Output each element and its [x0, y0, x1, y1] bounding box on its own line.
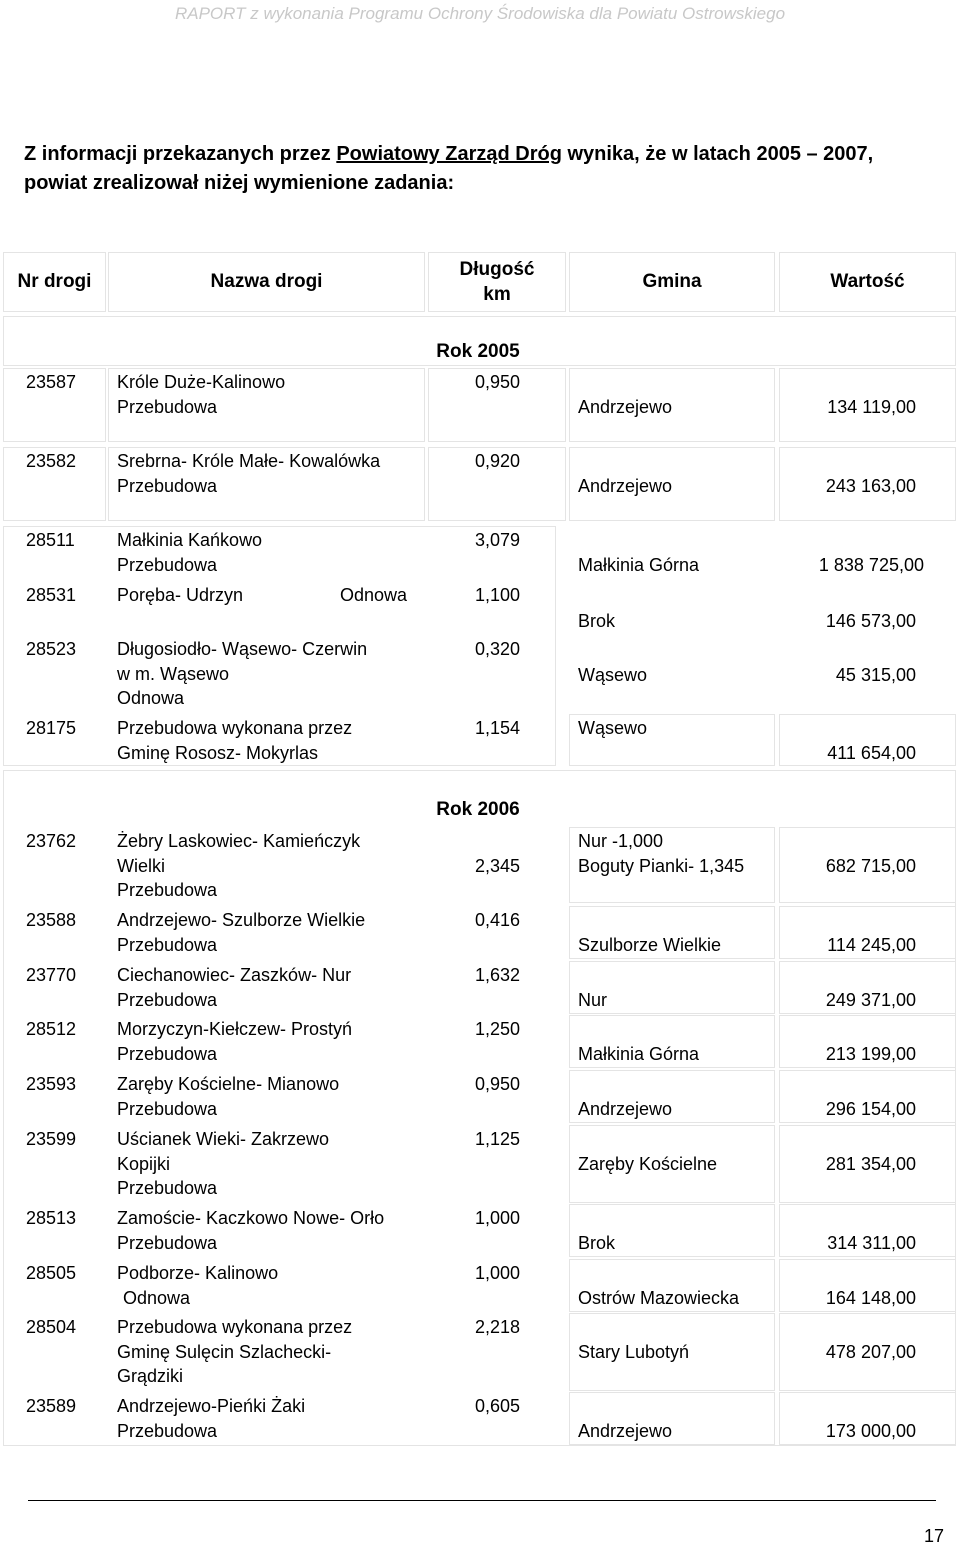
road-name: Przebudowa — [117, 1420, 218, 1441]
road-gmina: Nur — [578, 989, 608, 1010]
road-gmina: Zaręby Kościelne — [578, 1153, 718, 1174]
road-number: 28511 — [26, 530, 75, 550]
road-work-type: Odnowa — [340, 585, 408, 605]
road-value: 314 311,00 — [827, 1232, 916, 1253]
road-value: 45 315,00 — [835, 664, 916, 685]
road-length: 2,345 — [474, 855, 520, 876]
row-cell-wartosc — [779, 1259, 956, 1312]
road-name: Gminę Rososz- Mokyrlas — [117, 742, 319, 763]
road-gmina: Andrzejewo — [578, 396, 673, 417]
road-name: Przebudowa — [117, 1178, 218, 1198]
road-value: 243 163,00 — [825, 475, 916, 496]
road-gmina: Andrzejewo — [578, 475, 673, 496]
road-length: 0,920 — [474, 451, 520, 471]
road-number: 28523 — [26, 639, 77, 659]
road-value: 281 354,00 — [825, 1153, 916, 1174]
road-value: 173 000,00 — [825, 1420, 916, 1441]
road-gmina: Brok — [578, 1232, 616, 1253]
year-2006-label: Rok 2006 — [436, 799, 520, 820]
header-nr: Nr drogi — [17, 271, 92, 292]
intro-text-1: Z informacji przekazanych przez — [24, 143, 337, 165]
road-name: Długosiodło- Wąsewo- Czerwin — [117, 639, 368, 659]
road-value: 1 838 725,00 — [818, 554, 924, 575]
row-cell-wartosc — [779, 827, 956, 903]
row-cell-gmina — [569, 1125, 775, 1203]
row-cell-gmina — [569, 961, 775, 1014]
road-value: 296 154,00 — [825, 1098, 916, 1119]
road-value: 478 207,00 — [825, 1341, 916, 1362]
road-name: Przebudowa — [117, 396, 218, 417]
road-name: Andrzejewo-Pieńki Żaki — [117, 1396, 306, 1416]
road-value: 134 119,00 — [827, 396, 916, 417]
header-gmina: Gmina — [642, 271, 702, 292]
road-length: 0,605 — [474, 1396, 520, 1416]
road-length: 0,950 — [474, 372, 520, 392]
road-name: Morzyczyn-Kiełczew- Prostyń — [117, 1019, 353, 1039]
road-name: w m. Wąsewo — [117, 663, 230, 684]
road-name: Gminę Sulęcin Szlachecki- — [117, 1341, 332, 1362]
row-cell-wartosc — [779, 961, 956, 1014]
road-number: 28505 — [26, 1263, 77, 1283]
road-number: 28512 — [26, 1019, 77, 1039]
road-value: 213 199,00 — [825, 1043, 916, 1064]
road-name: Żebry Laskowiec- Kamieńczyk — [117, 831, 361, 851]
road-name: Odnowa — [123, 1287, 191, 1308]
road-name: Przebudowa — [117, 1232, 218, 1253]
road-length: 0,416 — [474, 910, 520, 930]
road-length: 1,000 — [474, 1263, 520, 1283]
road-length: 1,100 — [474, 585, 520, 605]
road-name: Przebudowa — [117, 1043, 218, 1064]
road-number: 28175 — [26, 718, 77, 738]
road-length: 0,950 — [474, 1074, 520, 1094]
road-number: 23589 — [26, 1396, 77, 1416]
intro-paragraph — [24, 140, 939, 198]
road-value: 146 573,00 — [825, 610, 916, 631]
road-gmina: Wąsewo — [578, 664, 648, 685]
road-name: Uścianek Wieki- Zakrzewo — [117, 1129, 330, 1149]
road-name: Przebudowa wykonana przez — [117, 718, 353, 738]
footer-rule — [28, 1500, 936, 1501]
row-cell-wartosc — [779, 1125, 956, 1203]
year-2005-label: Rok 2005 — [436, 341, 520, 362]
row-cell-wartosc — [779, 906, 956, 959]
road-name: Zamoście- Kaczkowo Nowe- Orło — [117, 1208, 385, 1228]
row-cell-gmina — [569, 1070, 775, 1123]
road-length: 3,079 — [474, 530, 520, 550]
road-gmina: Szulborze Wielkie — [578, 934, 722, 955]
road-length: 1,125 — [474, 1129, 520, 1149]
row-cell-gmina — [569, 1392, 775, 1445]
road-gmina: Małkinia Górna — [578, 554, 700, 575]
road-number: 23762 — [26, 831, 77, 851]
page-header: RAPORT z wykonania Programu Ochrony Środowiska dla Powiatu Ostrowskiego — [174, 4, 786, 23]
road-length: 1,000 — [474, 1208, 520, 1228]
road-number: 28504 — [26, 1317, 77, 1337]
road-gmina: Ostrów Mazowiecka — [578, 1287, 740, 1308]
road-length: 1,250 — [474, 1019, 520, 1039]
row-cell-wartosc — [779, 1015, 956, 1068]
road-value: 114 245,00 — [827, 934, 916, 955]
row-cell-gmina — [569, 827, 775, 903]
road-name: Grądziki — [117, 1366, 184, 1386]
intro-text-2: wynika, że w latach 2005 – 2007, powiat zrealizował niżej wymienione zadania: — [24, 143, 874, 194]
road-value: 682 715,00 — [825, 855, 916, 876]
road-name: Ciechanowiec- Zaszków- Nur — [117, 965, 352, 985]
road-number: 23582 — [26, 451, 77, 471]
road-number: 23770 — [26, 965, 77, 985]
road-name: Króle Duże-Kalinowo — [117, 372, 286, 392]
road-number: 23593 — [26, 1074, 77, 1094]
header-nazwa: Nazwa drogi — [210, 271, 323, 292]
road-gmina: Stary Lubotyń — [578, 1341, 690, 1362]
road-value: 164 148,00 — [825, 1287, 916, 1308]
road-value: 411 654,00 — [827, 742, 916, 763]
road-gmina: Nur -1,000 — [578, 831, 664, 851]
header-km: km — [483, 284, 511, 305]
road-name: Odnowa — [117, 688, 185, 708]
road-length: 1,154 — [474, 718, 520, 738]
road-gmina: Małkinia Górna — [578, 1043, 700, 1064]
road-name: Przebudowa — [117, 554, 218, 575]
road-number: 28513 — [26, 1208, 77, 1228]
row-cell-gmina — [569, 1204, 775, 1257]
road-name: Małkinia Kańkowo — [117, 530, 263, 550]
road-name: Przebudowa — [117, 880, 218, 900]
header-dlugosc: Długość — [459, 259, 535, 280]
road-length: 2,218 — [474, 1317, 520, 1337]
road-length: 1,632 — [474, 965, 520, 985]
row-cell-wartosc — [779, 1070, 956, 1123]
row-cell-wartosc — [779, 1392, 956, 1445]
road-name: Przebudowa — [117, 1098, 218, 1119]
row-cell-gmina — [569, 1015, 775, 1068]
road-name: Przebudowa — [117, 989, 218, 1010]
road-length: 0,320 — [474, 639, 520, 659]
road-gmina: Wąsewo — [578, 718, 648, 738]
road-name: Poręba- Udrzyn — [117, 585, 244, 605]
road-number: 23588 — [26, 910, 77, 930]
road-number: 28531 — [26, 585, 77, 605]
road-gmina: Boguty Pianki- 1,345 — [578, 855, 745, 876]
road-value: 249 371,00 — [825, 989, 916, 1010]
road-name: Wielki — [117, 855, 165, 876]
row-cell-wartosc — [779, 1204, 956, 1257]
row-cell-wartosc — [779, 1313, 956, 1391]
road-gmina: Brok — [578, 610, 616, 631]
road-name: Andrzejewo- Szulborze Wielkie — [117, 910, 366, 930]
road-name: Przebudowa — [117, 475, 218, 496]
road-name: Przebudowa wykonana przez — [117, 1317, 353, 1337]
road-name: Podborze- Kalinowo — [117, 1263, 279, 1283]
page-number: 17 — [923, 1526, 944, 1546]
road-name: Kopijki — [117, 1153, 171, 1174]
road-name: Zaręby Kościelne- Mianowo — [117, 1074, 340, 1094]
row-cell-gmina — [569, 906, 775, 959]
row-cell-gmina — [569, 1313, 775, 1391]
road-gmina: Andrzejewo — [578, 1098, 673, 1119]
row-cell-gmina — [569, 1259, 775, 1312]
header-wartosc: Wartość — [830, 271, 905, 292]
road-name: Srebrna- Króle Małe- Kowalówka — [117, 451, 381, 471]
road-number: 23587 — [26, 372, 77, 392]
road-gmina: Andrzejewo — [578, 1420, 673, 1441]
road-name: Przebudowa — [117, 934, 218, 955]
road-number: 23599 — [26, 1129, 77, 1149]
intro-link[interactable]: Powiatowy Zarząd Dróg — [336, 143, 562, 165]
